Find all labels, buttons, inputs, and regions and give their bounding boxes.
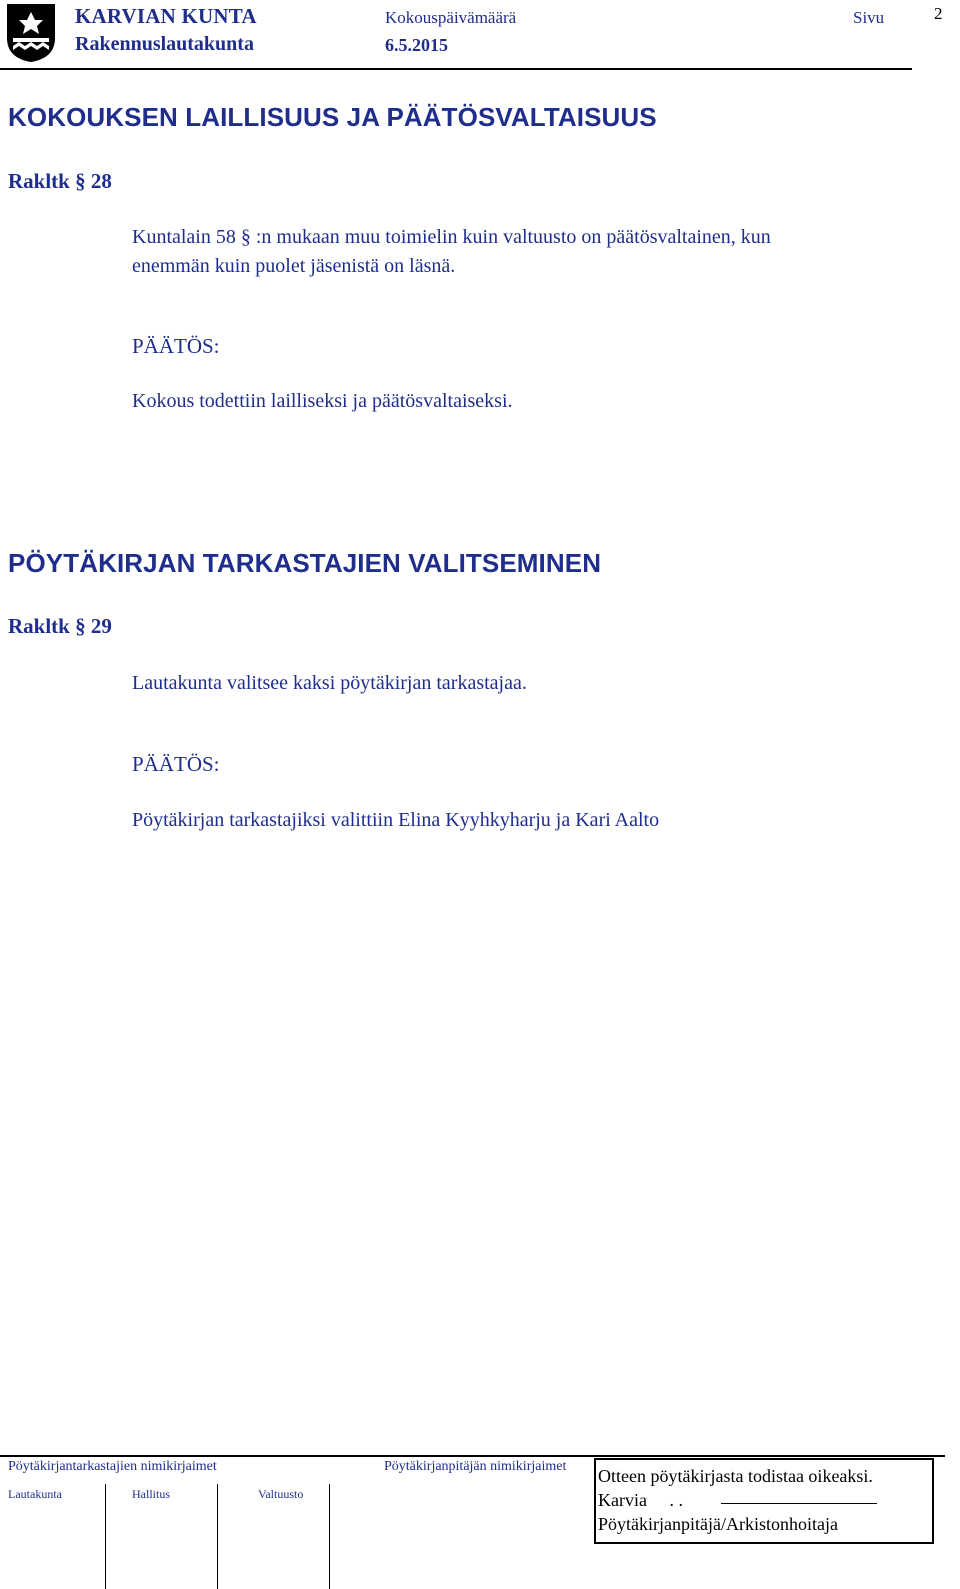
extract-date-dots: . . bbox=[669, 1490, 683, 1510]
section-label-29: Rakltk § 29 bbox=[8, 614, 112, 638]
section-heading-inspectors: PÖYTÄKIRJAN TARKASTAJIEN VALITSEMINEN bbox=[8, 548, 602, 578]
decision-label: PÄÄTÖS: bbox=[132, 752, 220, 776]
section-body-line-1: Kuntalain 58 § :n mukaan muu toimielin kuin valtuusto on päätösvaltainen, kun bbox=[132, 226, 771, 248]
extract-place: Karvia bbox=[598, 1490, 647, 1510]
header-divider bbox=[0, 68, 912, 70]
footer-column-divider bbox=[105, 1484, 106, 1589]
meeting-date: 6.5.2015 bbox=[385, 35, 448, 55]
decision-label: PÄÄTÖS: bbox=[132, 334, 220, 358]
extract-place-line bbox=[598, 1488, 932, 1512]
board-name: Rakennuslautakunta bbox=[75, 33, 254, 55]
certified-extract-box bbox=[594, 1458, 934, 1544]
page-number: 2 bbox=[934, 4, 943, 23]
page-label: Sivu bbox=[853, 8, 885, 27]
column-label-valtuusto: Valtuusto bbox=[258, 1487, 304, 1501]
inspectors-initials-label: Pöytäkirjantarkastajien nimikirjaimet bbox=[8, 1459, 217, 1474]
section-body-line-1: Lautakunta valitsee kaksi pöytäkirjan tarkastajaa. bbox=[132, 672, 527, 694]
decision-text: Pöytäkirjan tarkastajiksi valittiin Elina Kyyhkyharju ja Kari Aalto bbox=[132, 809, 660, 831]
extract-role: Pöytäkirjanpitäjä/Arkistonhoitaja bbox=[598, 1514, 838, 1534]
footer-column-divider bbox=[217, 1484, 218, 1589]
secretary-initials-label: Pöytäkirjanpitäjän nimikirjaimet bbox=[384, 1459, 567, 1474]
section-body-line-2: enemmän kuin puolet jäsenistä on läsnä. bbox=[132, 255, 456, 277]
municipality-coat-of-arms bbox=[5, 2, 57, 64]
footer-column-divider bbox=[329, 1484, 330, 1589]
section-label-28: Rakltk § 28 bbox=[8, 169, 112, 193]
meeting-date-label: Kokouspäivämäärä bbox=[385, 8, 517, 27]
column-label-hallitus: Hallitus bbox=[132, 1487, 170, 1501]
column-label-lautakunta: Lautakunta bbox=[8, 1487, 62, 1501]
footer-divider bbox=[0, 1455, 945, 1457]
decision-text: Kokous todettiin lailliseksi ja päätösvaltaiseksi. bbox=[132, 390, 513, 412]
extract-certification-text: Otteen pöytäkirjasta todistaa oikeaksi. bbox=[598, 1466, 873, 1486]
section-heading-legality: KOKOUKSEN LAILLISUUS JA PÄÄTÖSVALTAISUUS bbox=[8, 102, 657, 132]
organization-name: KARVIAN KUNTA bbox=[75, 4, 257, 28]
signature-line bbox=[721, 1503, 877, 1504]
